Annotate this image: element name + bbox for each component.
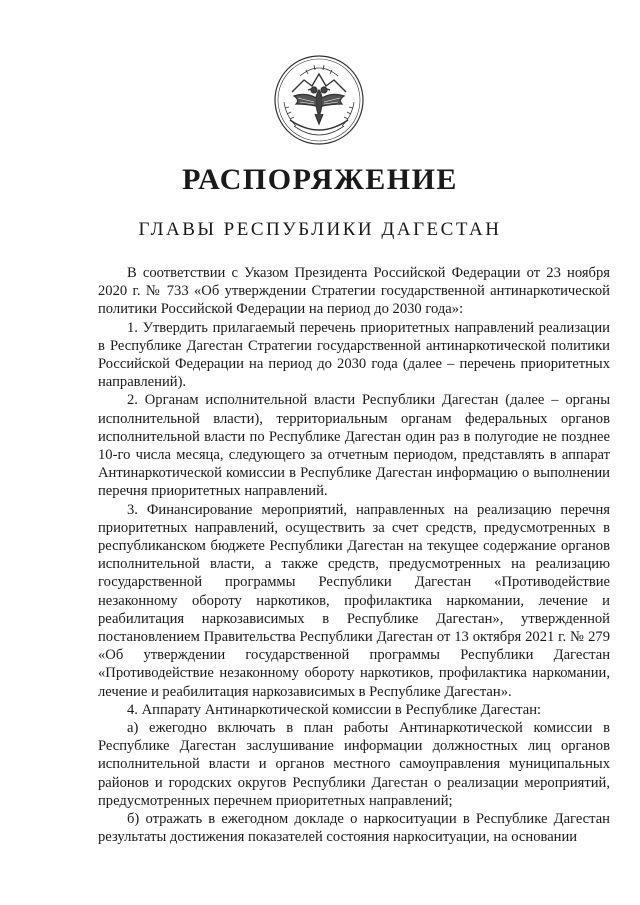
paragraph-2: 2. Органам исполнительной власти Республики Дагестан (далее – органы исполнительной власти), территориальным органам федеральных органов исполнительной власти по Республике Дагестан один раз в полугодие не позднее 10-го числа месяца, следующего за отчетным периодом, представлять в аппарат Антинаркотической комиссии в Республике Дагестан информацию о выполнении перечня приоритетных направлений. (98, 392, 610, 500)
intro-paragraph: В соответствии с Указом Президента Российской Федерации от 23 ноября 2020 г. № 733 «Об утверждении Стратегии государственной антинаркотической политики Российской Федерации на период до 2030 года»: (98, 265, 610, 318)
document-subtitle: ГЛАВЫ РЕСПУБЛИКИ ДАГЕСТАН (138, 219, 502, 240)
paragraph-4a: а) ежегодно включать в план работы Антинаркотической комиссии в Республике Дагестан заслушивание информации должностных лиц органов исполнительной власти и органов местного самоуправления муниципальных районов и городских округов Республики Дагестан о реализации мероприятий, предусмотренных перечнем приоритетных направлений; (98, 720, 610, 809)
paragraph-4b: б) отражать в ежегодном докладе о наркоситуации в Республике Дагестан результаты достижения показателей состояния наркоситуации, на основании (98, 811, 610, 846)
document-body (98, 264, 610, 847)
paragraph-3: 3. Финансирование мероприятий, направленных на реализацию перечня приоритетных направлений, осуществить за счет средств, предусмотренных в республиканском бюджете Республики Дагестан на текущее содержание органов исполнительной власти, а также средств, предусмотренных на реализацию государственной программы Республики Дагестан «Противодействие незаконному обороту наркотиков, профилактика наркомании, лечение и реабилитация наркозависимых в Республике Дагестан», утвержденной постановлением Правительства Республики Дагестан от 13 октября 2021 г. № 279 «Об утверждении государственной программы Республики Дагестан «Противодействие незаконному обороту наркотиков, профилактика наркомании, лечение и реабилитация наркозависимых в Республике Дагестан». (98, 501, 610, 700)
paragraph-4: 4. Аппарату Антинаркотической комиссии в Республике Дагестан: (127, 701, 542, 718)
coat-of-arms-emblem (270, 50, 368, 150)
document-title: РАСПОРЯЖЕНИЕ (182, 163, 458, 196)
paragraph-1: 1. Утвердить прилагаемый перечень приоритетных направлений реализации в Республике Дагестан Стратегии государственной антинаркотической политики Российской Федерации на период до 2030 года (далее – перечень приоритетных направлений). (98, 319, 610, 391)
